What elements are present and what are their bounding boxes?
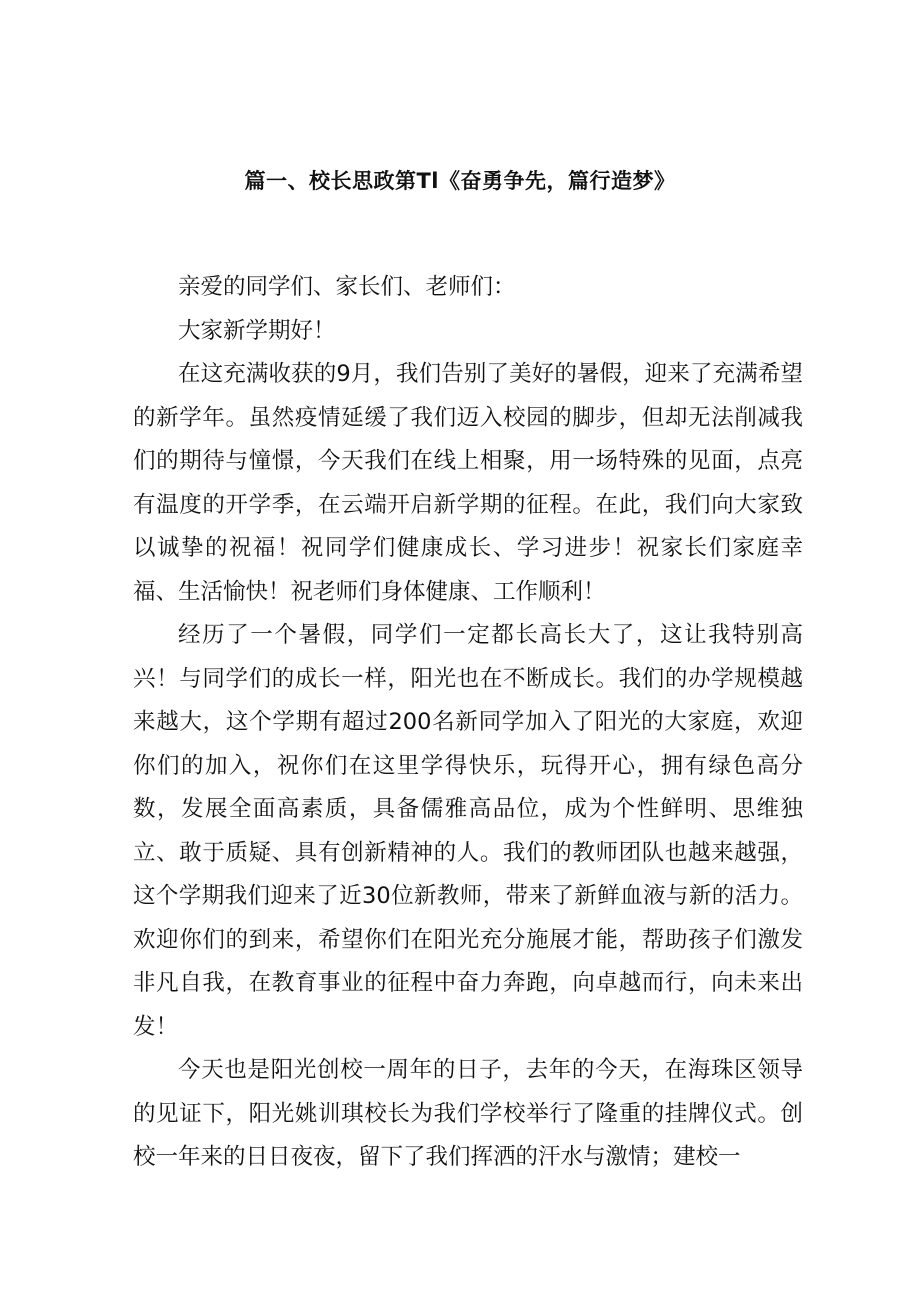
document-title: 篇一、校长思政第Tl《奋勇争先，篇行造梦》 (244, 169, 676, 193)
body-paragraph: 经历了一个暑假，同学们一定都长高长大了，这让我特别高兴！与同学们的成长一样，阳光也在不断成长。我们的办学规模越来越大，这个学期有超过200名新同学加入了阳光的大家庭，欢迎你们的加入，祝你们在这里学得快乐，玩得开心，拥有绿色高分数，发展全面高素质，具备儒雅高品位，成为个性鲜明、思维独立、敢于质疑、具有创新精神的人。我们的教师团队也越来越强，这个学期我们迎来了近30位新教师，带来了新鲜血液与新的活力。欢迎你们的到来，希望你们在阳光充分施展才能，帮助孩子们激发非凡自我，在教育事业的征程中奋力奔跑，向卓越而行，向未来出发！ (133, 622, 803, 1040)
body-paragraph: 在这充满收获的9月，我们告别了美好的暑假，迎来了充满希望的新学年。虽然疫情延缓了我们迈入校园的脚步，但却无法削减我们的期待与憧憬，今天我们在线上相聚，用一场特殊的见面，点亮有温度的开学季，在云端开启新学期的征程。在此，我们向大家致以诚挚的祝福！祝同学们健康成长、学习进步！祝家长们家庭幸福、生活愉快！祝老师们身体健康、工作顺利！ (133, 361, 803, 605)
salutation-paragraph: 大家新学期好！ (178, 317, 336, 344)
greeting-paragraph: 亲爱的同学们、家长们、老师们： (178, 274, 516, 300)
body-paragraph: 今天也是阳光创校一周年的日子，去年的今天，在海珠区领导的见证下，阳光姚训琪校长为我们学校举行了隆重的挂牌仪式。创校一年来的日日夜夜，留下了我们挥洒的汗水与激情；建校一 (133, 1057, 803, 1170)
document-body (133, 266, 803, 1180)
